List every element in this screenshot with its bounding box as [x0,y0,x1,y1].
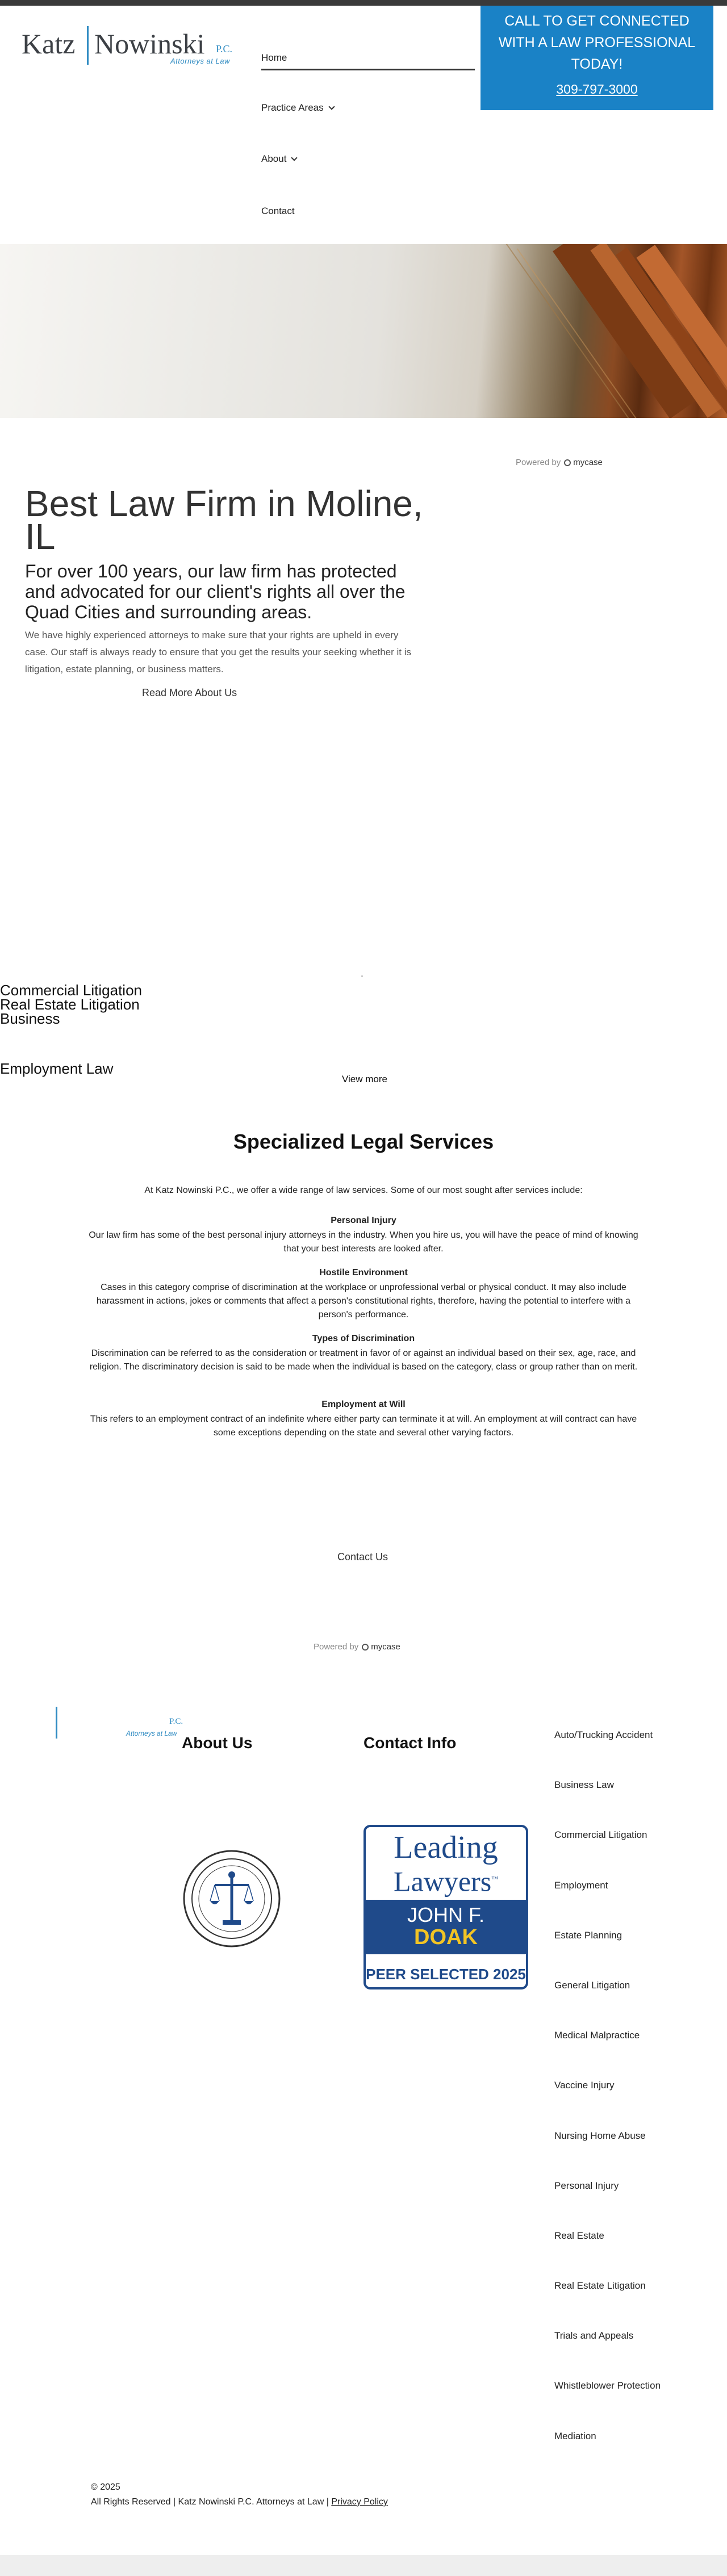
footer-link[interactable]: General Litigation [554,1979,630,1991]
view-more-link[interactable]: View more [342,1074,387,1084]
footer-link[interactable]: Vaccine Injury [554,2080,615,2091]
mycase-logo-icon [362,1644,369,1651]
copyright-block [91,2480,388,2510]
nav-practice-areas[interactable] [261,102,334,114]
powered-by-label: Powered by [516,458,561,467]
service-text: Discrimination can be referred to as the consideration or treatment in favor of or against an individual based on their sex, age, race, and religion. The discriminatory decision is said to be made when the individual is based on the category, class or group rather than on merit. [89,1348,638,1372]
footer-link[interactable]: Medical Malpractice [554,2030,640,2041]
powered-by-mycase-top[interactable] [516,458,603,467]
badge-footer: PEER SELECTED 2025 [366,1966,526,1983]
practice-area-item[interactable]: Business [0,1010,60,1027]
footer-link[interactable]: Business Law [554,1779,614,1791]
badge-header [366,1827,526,1900]
badge-line1: Leading [394,1830,498,1865]
logo-word-katz: Katz [22,28,76,60]
service-text: Our law firm has some of the best personal injury attorneys in the industry. When you hire us, you will have the peace of mind of knowing that your best interests are looked after. [89,1230,638,1254]
powered-by-label: Powered by [314,1642,359,1652]
nav-about[interactable] [261,153,296,165]
mycase-logo-icon [564,459,571,466]
practice-area-item[interactable]: Employment Law [0,1060,114,1077]
copyright-year: © 2025 [91,2482,120,2492]
carousel-indicator [361,975,363,977]
practice-area-item[interactable]: Commercial Litigation [0,982,142,999]
linkedin-icon[interactable]: in [591,109,603,124]
cta-title: CALL TO GET CONNECTED WITH A LAW PROFESSIONAL TODAY! [498,13,696,72]
footer-link[interactable]: Personal Injury [554,2180,619,2191]
footer-link[interactable]: Mediation [554,2430,596,2441]
footer-heading-about: About Us [182,1734,253,1752]
logo-suffix: P.C. [216,43,233,55]
footer-link[interactable]: Employment [554,1879,608,1891]
bottom-strip [0,2555,727,2576]
chevron-down-icon [328,103,335,110]
service-block [85,1266,642,1322]
cta-phone-link[interactable]: 309-797-3000 [556,82,638,97]
nav-about-label: About [261,153,287,164]
service-block [85,1398,642,1440]
service-heading: Employment at Will [321,1400,406,1409]
nav-home[interactable]: Home [261,52,475,70]
leading-lawyers-badge[interactable] [364,1825,528,1989]
badge-name-first: JOHN F. [407,1903,484,1926]
contact-us-link[interactable]: Contact Us [337,1551,388,1563]
read-more-about-us-link[interactable]: Read More About Us [142,687,237,698]
badge-name-last: DOAK [414,1925,478,1949]
footer-logo-tagline: Attorneys at Law [126,1729,177,1737]
scales-of-justice-seal-icon [182,1849,282,1949]
practice-area-item[interactable]: Real Estate Litigation [0,996,140,1013]
footer-link[interactable]: Nursing Home Abuse [554,2130,646,2141]
gavel-illustration [523,244,727,418]
logo-divider [87,26,89,65]
service-text: Cases in this category comprise of discrimination at the workplace or unprofessional verbal or physical conduct. It may also include harassment in actions, jokes or comments that affect a person's constitutional rights, therefore, having the potential to interfere with a person's performance. [96,1283,631,1320]
page-subtitle: For over 100 years, our law firm has protected and advocated for our client's rights all over the Quad Cities and surrounding areas. [25,561,406,622]
footer-link[interactable]: Real Estate [554,2230,604,2241]
footer-logo-divider [56,1707,57,1739]
powered-by-mycase-bottom[interactable] [314,1642,400,1652]
footer-heading-contact: Contact Info [364,1734,457,1752]
hero-image-gavel [0,244,727,418]
service-block [85,1332,642,1374]
privacy-policy-link[interactable]: Privacy Policy [331,2497,388,2507]
service-heading: Types of Discrimination [312,1334,415,1343]
badge-line2: Lawyers [394,1865,492,1898]
service-heading: Personal Injury [331,1216,396,1225]
service-heading: Hostile Environment [319,1268,408,1277]
footer-logo-suffix: P.C. [169,1717,183,1726]
top-bar [0,0,727,6]
footer-link[interactable]: Trials and Appeals [554,2330,634,2342]
call-to-action-box [481,6,713,124]
mycase-brand: mycase [573,458,603,467]
badge-name-band [366,1900,526,1954]
chevron-down-icon [291,154,298,161]
mycase-brand: mycase [371,1642,400,1652]
page-title: Best Law Firm in Moline, IL [25,483,423,557]
service-block [85,1214,642,1256]
footer-link[interactable]: Commercial Litigation [554,1829,647,1841]
badge-trademark: ™ [491,1875,498,1883]
footer-practice-links [554,1729,661,2481]
footer-link[interactable]: Auto/Trucking Accident [554,1729,653,1740]
nav-contact[interactable]: Contact [261,206,295,216]
intro-paragraph: We have highly experienced attorneys to make sure that your rights are upheld in every case. Our staff is always ready to ensure that you get the results your seeking whether it is litigation, estate planning, or business matters. [25,630,412,675]
logo-word-nowinski: Nowinski [94,28,205,60]
nav-practice-areas-label: Practice Areas [261,102,324,113]
copyright-rights: All Rights Reserved | Katz Nowinski P.C. Attorneys at Law | [91,2497,329,2507]
footer-link[interactable]: Whistleblower Protection [554,2380,661,2391]
site-logo[interactable] [22,26,237,72]
footer-link[interactable]: Real Estate Litigation [554,2280,646,2292]
section-title-specialized: Specialized Legal Services [233,1130,494,1153]
logo-tagline: Attorneys at Law [170,57,230,65]
service-text: This refers to an employment contract of an indefinite where either party can terminate it at will. An employment at will contract can have some exceptions depending on the state and several other varying factors. [90,1414,637,1438]
footer-link[interactable]: Estate Planning [554,1929,622,1941]
footer-logo[interactable] [56,1707,192,1741]
specialized-intro: At Katz Nowinski P.C., we offer a wide range of law services. Some of our most sought after services include: [144,1186,583,1195]
